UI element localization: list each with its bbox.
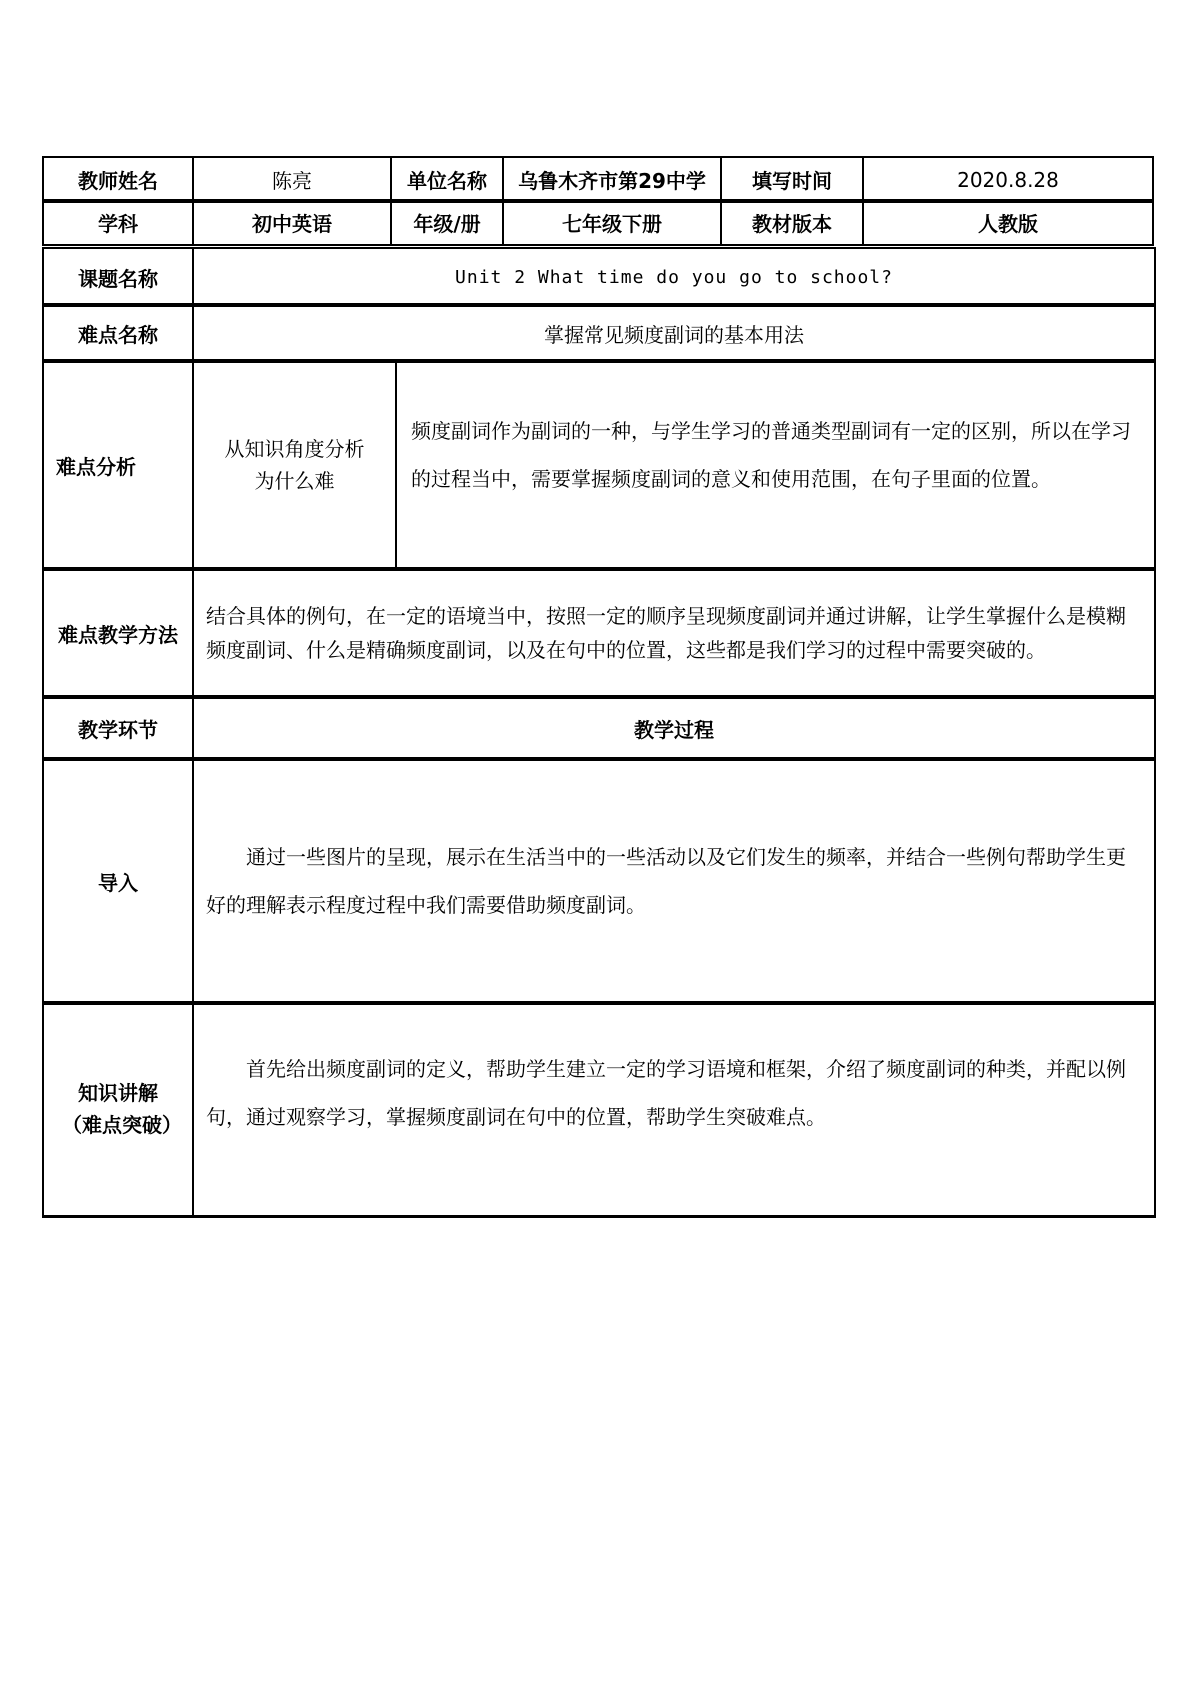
edition-label: 教材版本 bbox=[720, 199, 864, 246]
difficulty-label: 难点名称 bbox=[42, 303, 194, 363]
difficulty-value: 掌握常见频度副词的基本用法 bbox=[192, 303, 1156, 363]
teacher-name-value: 陈亮 bbox=[192, 156, 392, 203]
info-row-1 bbox=[42, 158, 1156, 203]
subject-label: 学科 bbox=[42, 199, 194, 246]
date-value: 2020.8.28 bbox=[862, 156, 1154, 203]
stage-label: 知识讲解（难点突破） bbox=[42, 1001, 194, 1218]
stage-label: 导入 bbox=[42, 757, 194, 1005]
process-header-label: 教学过程 bbox=[192, 695, 1156, 761]
edition-value: 人教版 bbox=[862, 199, 1154, 246]
grade-value: 七年级下册 bbox=[502, 199, 722, 246]
info-row-2 bbox=[42, 201, 1156, 246]
teacher-name-label: 教师姓名 bbox=[42, 156, 194, 203]
analysis-sub-label: 从知识角度分析为什么难 bbox=[192, 359, 397, 571]
unit-value: 乌鲁木齐市第29中学 bbox=[502, 156, 722, 203]
stage-header-label: 教学环节 bbox=[42, 695, 194, 761]
stage-row bbox=[42, 1003, 1156, 1218]
difficulty-row bbox=[42, 305, 1156, 363]
analysis-label: 难点分析 bbox=[42, 359, 194, 571]
unit-label: 单位名称 bbox=[390, 156, 504, 203]
subject-value: 初中英语 bbox=[192, 199, 392, 246]
method-label: 难点教学方法 bbox=[42, 567, 194, 699]
topic-label: 课题名称 bbox=[42, 247, 194, 307]
stage-row bbox=[42, 759, 1156, 1005]
process-header-row bbox=[42, 697, 1156, 761]
method-row bbox=[42, 569, 1156, 699]
analysis-text: 频度副词作为副词的一种，与学生学习的普通类型副词有一定的区别，所以在学习的过程当中，需要掌握频度副词的意义和使用范围，在句子里面的位置。 bbox=[395, 359, 1156, 571]
analysis-row bbox=[42, 361, 1156, 571]
date-label: 填写时间 bbox=[720, 156, 864, 203]
stage-text: 首先给出频度副词的定义，帮助学生建立一定的学习语境和框架，介绍了频度副词的种类，并配以例句，通过观察学习，掌握频度副词在句中的位置，帮助学生突破难点。 bbox=[192, 1001, 1156, 1218]
topic-row bbox=[42, 249, 1156, 307]
stage-text: 通过一些图片的呈现，展示在生活当中的一些活动以及它们发生的频率，并结合一些例句帮助学生更好的理解表示程度过程中我们需要借助频度副词。 bbox=[192, 757, 1156, 1005]
topic-value: Unit 2 What time do you go to school? bbox=[192, 247, 1156, 307]
method-text: 结合具体的例句，在一定的语境当中，按照一定的顺序呈现频度副词并通过讲解，让学生掌握什么是模糊频度副词、什么是精确频度副词，以及在句中的位置，这些都是我们学习的过程中需要突破的。 bbox=[192, 567, 1156, 699]
grade-label: 年级/册 bbox=[390, 199, 504, 246]
